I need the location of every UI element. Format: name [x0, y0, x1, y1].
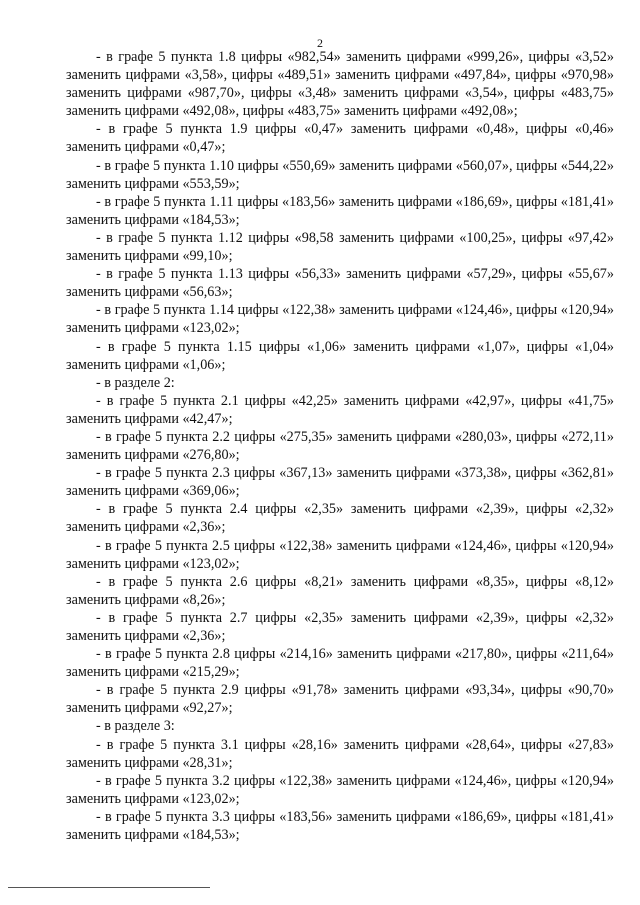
paragraph-item-3-3: - в графе 5 пункта 3.3 цифры «183,56» заменить цифрами «186,69», цифры «181,41» заменить цифрами «184,53»;	[66, 808, 614, 844]
paragraph-item-1-13: - в графе 5 пункта 1.13 цифры «56,33» заменить цифрами «57,29», цифры «55,67» заменить цифрами «56,63»;	[66, 266, 614, 301]
paragraph-item-2-6: - в графе 5 пункта 2.6 цифры «8,21» заменить цифрами «8,35», цифры «8,12» заменить цифрами «8,26»;	[66, 573, 614, 608]
paragraph-item-1-8: - в графе 5 пункта 1.8 цифры «982,54» заменить цифрами «999,26», цифры «3,52» заменить цифрами «3,58», цифры «489,51» заменить цифрами «497,84», цифры «970,98» заменить цифрами «987,70», цифры «3,48» заменить цифрами «3,54», цифры «483,75» заменить цифрами «492,08», цифры «483,75» заменить цифрами «492,08»;	[66, 49, 614, 120]
paragraph-item-1-12: - в графе 5 пункта 1.12 цифры «98,58 заменить цифрами «100,25», цифры «97,42» заменить цифрами «99,10»;	[66, 229, 614, 265]
paragraph-item-2-3: - в графе 5 пункта 2.3 цифры «367,13» заменить цифрами «373,38», цифры «362,81» заменить цифрами «369,06»;	[66, 465, 614, 500]
paragraph-item-2-8: - в графе 5 пункта 2.8 цифры «214,16» заменить цифрами «217,80», цифры «211,64» заменить цифрами «215,29»;	[66, 646, 614, 681]
document-body	[66, 48, 614, 844]
paragraph-item-3-2: - в графе 5 пункта 3.2 цифры «122,38» заменить цифрами «124,46», цифры «120,94» заменить цифрами «123,02»;	[66, 772, 614, 807]
paragraph-item-2-9: - в графе 5 пункта 2.9 цифры «91,78» заменить цифрами «93,34», цифры «90,70» заменить цифрами «92,27»;	[66, 682, 614, 717]
paragraph-item-1-9: - в графе 5 пункта 1.9 цифры «0,47» заменить цифрами «0,48», цифры «0,46» заменить цифрами «0,47»;	[66, 121, 614, 156]
paragraph-item-1-11: - в графе 5 пункта 1.11 цифры «183,56» заменить цифрами «186,69», цифры «181,41» заменить цифрами «184,53»;	[66, 193, 614, 228]
paragraph-item-2-7: - в графе 5 пункта 2.7 цифры «2,35» заменить цифрами «2,39», цифры «2,32» заменить цифрами «2,36»;	[66, 609, 614, 644]
footer-divider	[8, 887, 210, 888]
paragraph-item-2-4: - в графе 5 пункта 2.4 цифры «2,35» заменить цифрами «2,39», цифры «2,32» заменить цифрами «2,36»;	[66, 501, 614, 536]
paragraph-item-1-14: - в графе 5 пункта 1.14 цифры «122,38» заменить цифрами «124,46», цифры «120,94» заменить цифрами «123,02»;	[66, 302, 614, 337]
section-heading-2: - в разделе 2:	[96, 374, 175, 391]
section-heading-3: - в разделе 3:	[96, 718, 175, 735]
paragraph-item-2-2: - в графе 5 пункта 2.2 цифры «275,35» заменить цифрами «280,03», цифры «272,11» заменить цифрами «276,80»;	[66, 428, 614, 464]
paragraph-item-2-5: - в графе 5 пункта 2.5 цифры «122,38» заменить цифрами «124,46», цифры «120,94» заменить цифрами «123,02»;	[66, 537, 614, 572]
paragraph-item-1-15: - в графе 5 пункта 1.15 цифры «1,06» заменить цифрами «1,07», цифры «1,04» заменить цифрами «1,06»;	[66, 338, 614, 373]
paragraph-item-2-1: - в графе 5 пункта 2.1 цифры «42,25» заменить цифрами «42,97», цифры «41,75» заменить цифрами «42,47»;	[66, 392, 614, 427]
page-number: 2	[317, 36, 323, 50]
paragraph-item-3-1: - в графе 5 пункта 3.1 цифры «28,16» заменить цифрами «28,64», цифры «27,83» заменить цифрами «28,31»;	[66, 736, 614, 771]
paragraph-item-1-10: - в графе 5 пункта 1.10 цифры «550,69» заменить цифрами «560,07», цифры «544,22» заменить цифрами «553,59»;	[66, 157, 614, 192]
